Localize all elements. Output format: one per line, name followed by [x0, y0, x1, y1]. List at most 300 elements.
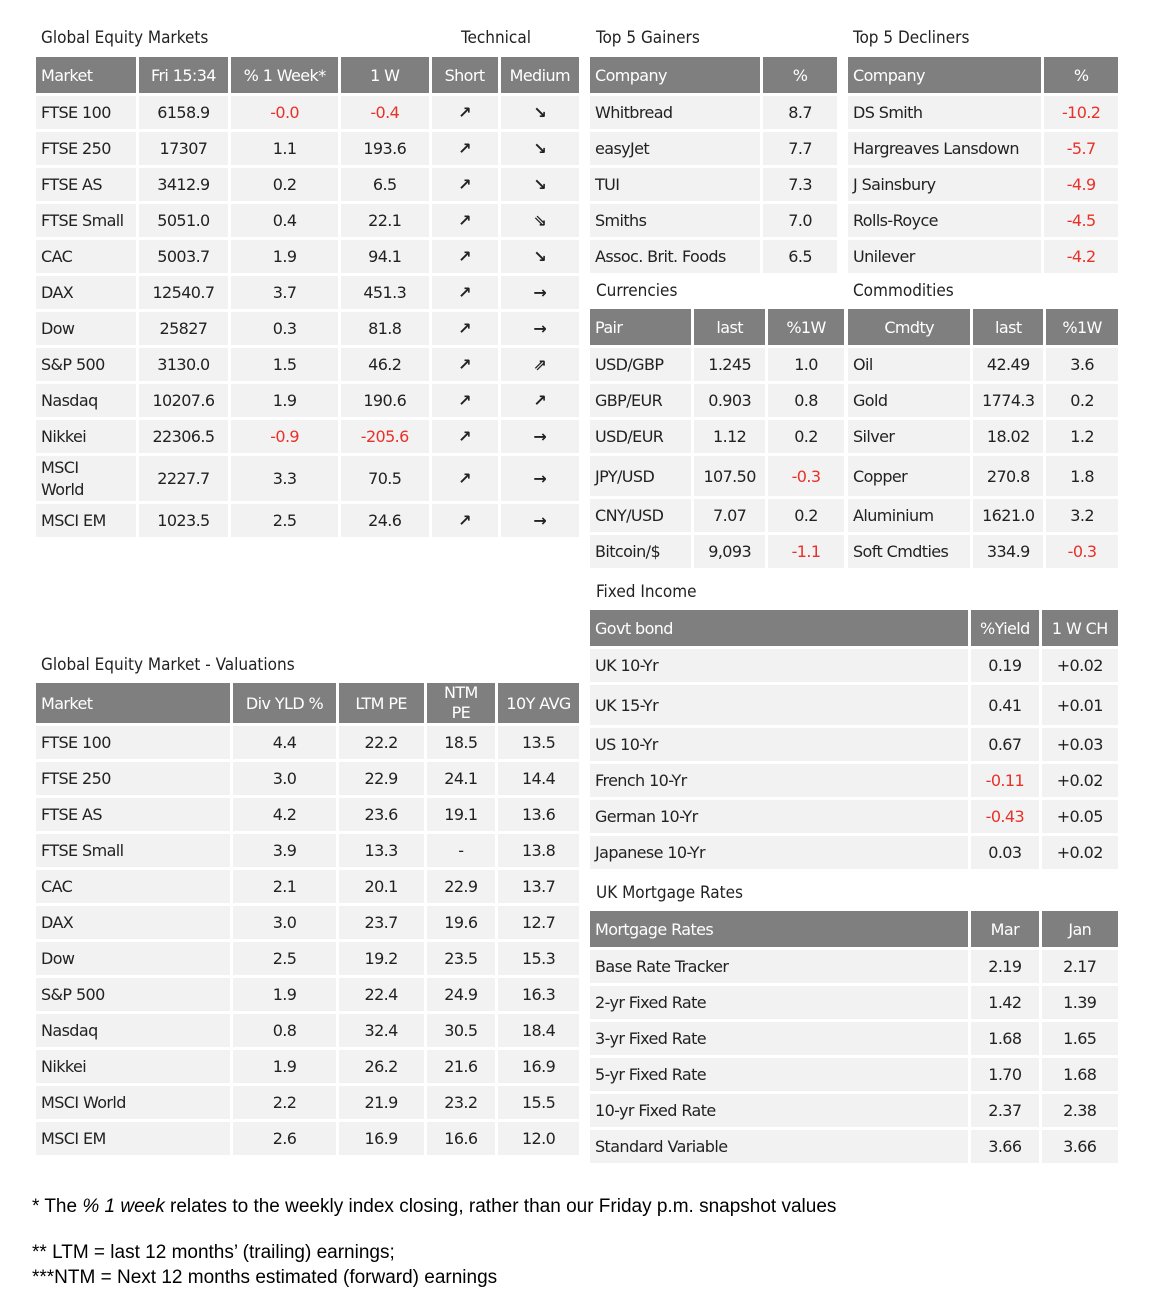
yield-value: -0.43: [971, 800, 1038, 836]
one-week-value: 81.8: [341, 312, 428, 348]
ten-year-avg: 16.9: [498, 1050, 579, 1086]
ltm-pe: 26.2: [339, 1050, 424, 1086]
div-yield: 2.6: [233, 1122, 335, 1158]
table-row: [590, 800, 1118, 836]
short-trend-icon: ↗: [432, 276, 498, 312]
market-name: CAC: [36, 240, 136, 276]
short-trend-icon: ↗: [432, 168, 498, 204]
mortgage-title: UK Mortgage Rates: [596, 883, 743, 903]
yield-value: 0.41: [971, 685, 1038, 728]
global-equity-title: Global Equity Markets: [41, 28, 209, 48]
market-value: 2227.7: [139, 456, 229, 504]
table-row: [590, 420, 844, 456]
col-header-company: Company: [848, 57, 1041, 96]
last-value: 107.50: [694, 456, 765, 499]
mortgage-product: 10-yr Fixed Rate: [590, 1094, 968, 1130]
pct-week-value: 1.5: [231, 348, 338, 384]
table-row: [590, 986, 1118, 1022]
mar-rate: 1.42: [971, 986, 1038, 1022]
commodity-name: Soft Cmdties: [848, 535, 970, 571]
table-row: [36, 906, 579, 942]
col-header-time: Fri 15:34: [139, 57, 229, 96]
weekly-change: +0.02: [1042, 764, 1118, 800]
col-header-short: Short: [432, 57, 498, 96]
jan-rate: 3.66: [1042, 1130, 1118, 1166]
last-value: 1774.3: [973, 384, 1043, 420]
market-name: S&P 500: [36, 348, 136, 384]
weekly-change: +0.01: [1042, 685, 1118, 728]
ntm-pe: 19.1: [427, 798, 496, 834]
market-name: Nasdaq: [36, 384, 136, 420]
div-yield: 1.9: [233, 1050, 335, 1086]
ntm-pe: 16.6: [427, 1122, 496, 1158]
mar-rate: 1.70: [971, 1058, 1038, 1094]
table-row: [848, 384, 1118, 420]
footnote-pct-week: [32, 1196, 836, 1218]
short-trend-icon: ↗: [432, 348, 498, 384]
short-trend-icon: ↗: [432, 312, 498, 348]
col-header-1w-ch: 1 W CH: [1042, 610, 1118, 649]
ten-year-avg: 18.4: [498, 1014, 579, 1050]
last-value: 334.9: [973, 535, 1043, 571]
market-name: S&P 500: [36, 978, 230, 1014]
table-row: [590, 1094, 1118, 1130]
col-header-1w: 1 W: [341, 57, 428, 96]
market-name: FTSE Small: [36, 834, 230, 870]
ntm-pe: 30.5: [427, 1014, 496, 1050]
weekly-change: +0.05: [1042, 800, 1118, 836]
col-header-pct: %: [1044, 57, 1118, 96]
currency-pair: CNY/USD: [590, 499, 691, 535]
company-name: J Sainsbury: [848, 168, 1041, 204]
pct-week-value: 1.1: [231, 132, 338, 168]
col-header-ntm-pe: NTM PE: [427, 683, 496, 726]
ten-year-avg: 14.4: [498, 762, 579, 798]
pct-week-value: -0.0: [231, 96, 338, 132]
table-row: [590, 764, 1118, 800]
jan-rate: 1.65: [1042, 1022, 1118, 1058]
last-value: 1621.0: [973, 499, 1043, 535]
div-yield: 4.2: [233, 798, 335, 834]
footnote-ntm: ***NTM = Next 12 months estimated (forward) earnings: [32, 1267, 498, 1288]
market-value: 3412.9: [139, 168, 229, 204]
ten-year-avg: 16.3: [498, 978, 579, 1014]
table-row: [590, 649, 1118, 685]
short-trend-icon: ↗: [432, 384, 498, 420]
last-value: 7.07: [694, 499, 765, 535]
table-row: [848, 348, 1118, 384]
jan-rate: 1.39: [1042, 986, 1118, 1022]
col-header-cmdty: Cmdty: [848, 309, 970, 348]
pct-1w-value: 1.8: [1046, 456, 1118, 499]
currency-pair: USD/GBP: [590, 348, 691, 384]
bond-name: UK 10-Yr: [590, 649, 968, 685]
table-row: [590, 1058, 1118, 1094]
mortgage-table: [587, 911, 1121, 1166]
market-value: 5003.7: [139, 240, 229, 276]
weekly-change: +0.02: [1042, 649, 1118, 685]
gainers-title: Top 5 Gainers: [596, 28, 700, 48]
table-row: [36, 96, 579, 132]
medium-trend-icon: ⇗: [501, 348, 579, 384]
pct-1w-value: -1.1: [768, 535, 844, 571]
market-name: CAC: [36, 870, 230, 906]
last-value: 9,093: [694, 535, 765, 571]
ntm-pe: 22.9: [427, 870, 496, 906]
mar-rate: 2.19: [971, 950, 1038, 986]
company-name: easyJet: [590, 132, 760, 168]
one-week-value: -205.6: [341, 420, 428, 456]
pct-1w-value: 1.0: [768, 348, 844, 384]
decliners-title: Top 5 Decliners: [853, 28, 970, 48]
table-row: [590, 499, 844, 535]
pct-week-value: 3.3: [231, 456, 338, 504]
market-value: 3130.0: [139, 348, 229, 384]
commodity-name: Oil: [848, 348, 970, 384]
ntm-pe: 23.2: [427, 1086, 496, 1122]
col-header-mortgage-rates: Mortgage Rates: [590, 911, 968, 950]
global-equity-table: [33, 57, 582, 540]
technical-title: Technical: [461, 28, 531, 48]
ntm-pe: 24.1: [427, 762, 496, 798]
table-row: [848, 168, 1118, 204]
weekly-change: +0.02: [1042, 836, 1118, 872]
jan-rate: 2.17: [1042, 950, 1118, 986]
one-week-value: 451.3: [341, 276, 428, 312]
short-trend-icon: ↗: [432, 420, 498, 456]
pct-1w-value: -0.3: [768, 456, 844, 499]
table-row: [36, 1122, 579, 1158]
pct-1w-value: 0.2: [1046, 384, 1118, 420]
currency-pair: USD/EUR: [590, 420, 691, 456]
pct-change: -4.2: [1044, 240, 1118, 276]
market-value: 12540.7: [139, 276, 229, 312]
div-yield: 0.8: [233, 1014, 335, 1050]
one-week-value: 94.1: [341, 240, 428, 276]
pct-change: 7.7: [763, 132, 837, 168]
ltm-pe: 19.2: [339, 942, 424, 978]
div-yield: 3.0: [233, 762, 335, 798]
market-value: 17307: [139, 132, 229, 168]
ntm-pe: 24.9: [427, 978, 496, 1014]
table-row: [848, 535, 1118, 571]
medium-trend-icon: →: [501, 276, 579, 312]
pct-1w-value: 3.6: [1046, 348, 1118, 384]
bond-name: US 10-Yr: [590, 728, 968, 764]
pct-change: 7.3: [763, 168, 837, 204]
table-row: [590, 456, 844, 499]
bond-name: UK 15-Yr: [590, 685, 968, 728]
col-header-medium: Medium: [501, 57, 579, 96]
market-name: FTSE 250: [36, 132, 136, 168]
ltm-pe: 22.9: [339, 762, 424, 798]
col-header-market: Market: [36, 57, 136, 96]
mortgage-product: Standard Variable: [590, 1130, 968, 1166]
table-row: [590, 950, 1118, 986]
one-week-value: 24.6: [341, 504, 428, 540]
table-row: [590, 348, 844, 384]
market-name: Nikkei: [36, 1050, 230, 1086]
ltm-pe: 13.3: [339, 834, 424, 870]
mar-rate: 2.37: [971, 1094, 1038, 1130]
medium-trend-icon: ↘: [501, 240, 579, 276]
last-value: 1.12: [694, 420, 765, 456]
col-header-mar: Mar: [971, 911, 1038, 950]
one-week-value: 193.6: [341, 132, 428, 168]
pct-change: -4.5: [1044, 204, 1118, 240]
market-name: FTSE AS: [36, 798, 230, 834]
pct-week-value: -0.9: [231, 420, 338, 456]
table-row: [36, 420, 579, 456]
footnote-ltm: ** LTM = last 12 months’ (trailing) earnings;: [32, 1242, 395, 1263]
table-row: [36, 240, 579, 276]
ltm-pe: 20.1: [339, 870, 424, 906]
table-row: [36, 1086, 579, 1122]
table-row: [848, 240, 1118, 276]
market-value: 5051.0: [139, 204, 229, 240]
table-row: [36, 726, 579, 762]
table-row: [36, 204, 579, 240]
short-trend-icon: ↗: [432, 240, 498, 276]
market-name: MSCI World: [36, 456, 136, 504]
market-name: FTSE AS: [36, 168, 136, 204]
ten-year-avg: 13.8: [498, 834, 579, 870]
col-header-jan: Jan: [1042, 911, 1118, 950]
table-row: [590, 132, 837, 168]
div-yield: 2.1: [233, 870, 335, 906]
table-row: [590, 836, 1118, 872]
table-row: [36, 276, 579, 312]
pct-1w-value: 0.2: [768, 420, 844, 456]
currencies-title: Currencies: [596, 281, 678, 301]
table-row: [36, 870, 579, 906]
company-name: Smiths: [590, 204, 760, 240]
one-week-value: -0.4: [341, 96, 428, 132]
pct-week-value: 3.7: [231, 276, 338, 312]
last-value: 42.49: [973, 348, 1043, 384]
valuations-table: [33, 683, 582, 1158]
table-row: [848, 204, 1118, 240]
ten-year-avg: 15.5: [498, 1086, 579, 1122]
table-row: [590, 1022, 1118, 1058]
company-name: Whitbread: [590, 96, 760, 132]
valuations-title: Global Equity Market - Valuations: [41, 655, 295, 675]
short-trend-icon: ↗: [432, 456, 498, 504]
medium-trend-icon: →: [501, 456, 579, 504]
commodity-name: Silver: [848, 420, 970, 456]
table-row: [36, 132, 579, 168]
company-name: Rolls-Royce: [848, 204, 1041, 240]
ntm-pe: 21.6: [427, 1050, 496, 1086]
fixed-income-title: Fixed Income: [596, 582, 697, 602]
yield-value: 0.19: [971, 649, 1038, 685]
ltm-pe: 16.9: [339, 1122, 424, 1158]
col-header-pair: Pair: [590, 309, 691, 348]
last-value: 0.903: [694, 384, 765, 420]
pct-change: -10.2: [1044, 96, 1118, 132]
pct-1w-value: 1.2: [1046, 420, 1118, 456]
div-yield: 3.0: [233, 906, 335, 942]
pct-change: 6.5: [763, 240, 837, 276]
table-row: [590, 535, 844, 571]
col-header-ltm-pe: LTM PE: [339, 683, 424, 726]
pct-change: 8.7: [763, 96, 837, 132]
medium-trend-icon: →: [501, 420, 579, 456]
pct-1w-value: 0.8: [768, 384, 844, 420]
table-row: [590, 728, 1118, 764]
ten-year-avg: 15.3: [498, 942, 579, 978]
ten-year-avg: 13.7: [498, 870, 579, 906]
market-name: MSCI EM: [36, 1122, 230, 1158]
market-name: MSCI World: [36, 1086, 230, 1122]
col-header-10y-avg: 10Y AVG: [498, 683, 579, 726]
ltm-pe: 23.6: [339, 798, 424, 834]
ntm-pe: -: [427, 834, 496, 870]
decliners-table: [845, 57, 1121, 276]
last-value: 18.02: [973, 420, 1043, 456]
pct-week-value: 0.2: [231, 168, 338, 204]
medium-trend-icon: →: [501, 504, 579, 540]
one-week-value: 70.5: [341, 456, 428, 504]
company-name: DS Smith: [848, 96, 1041, 132]
medium-trend-icon: ↗: [501, 384, 579, 420]
ntm-pe: 23.5: [427, 942, 496, 978]
col-header-pct-week: % 1 Week*: [231, 57, 338, 96]
market-name: DAX: [36, 906, 230, 942]
pct-change: -5.7: [1044, 132, 1118, 168]
footnote-prefix: * The: [32, 1196, 83, 1217]
short-trend-icon: ↗: [432, 504, 498, 540]
pct-week-value: 2.5: [231, 504, 338, 540]
market-value: 1023.5: [139, 504, 229, 540]
yield-value: -0.11: [971, 764, 1038, 800]
market-name: Dow: [36, 312, 136, 348]
fixed-income-table: [587, 610, 1121, 872]
col-header-yield: %Yield: [971, 610, 1038, 649]
yield-value: 0.67: [971, 728, 1038, 764]
mortgage-product: Base Rate Tracker: [590, 950, 968, 986]
one-week-value: 22.1: [341, 204, 428, 240]
div-yield: 2.2: [233, 1086, 335, 1122]
div-yield: 4.4: [233, 726, 335, 762]
one-week-value: 190.6: [341, 384, 428, 420]
market-name: FTSE Small: [36, 204, 136, 240]
col-header-market: Market: [36, 683, 230, 726]
ltm-pe: 23.7: [339, 906, 424, 942]
col-header-last: last: [694, 309, 765, 348]
table-row: [36, 504, 579, 540]
medium-trend-icon: ↘: [501, 96, 579, 132]
table-row: [36, 456, 579, 504]
ten-year-avg: 12.7: [498, 906, 579, 942]
footnote-emphasis: % 1 week: [82, 1196, 165, 1217]
table-row: [36, 348, 579, 384]
pct-change: 7.0: [763, 204, 837, 240]
table-row: [848, 456, 1118, 499]
table-row: [36, 834, 579, 870]
col-header-div-yld: Div YLD %: [233, 683, 335, 726]
table-row: [36, 1050, 579, 1086]
last-value: 270.8: [973, 456, 1043, 499]
company-name: Unilever: [848, 240, 1041, 276]
market-name: Dow: [36, 942, 230, 978]
commodities-title: Commodities: [853, 281, 954, 301]
pct-week-value: 1.9: [231, 240, 338, 276]
table-row: [36, 168, 579, 204]
market-name: FTSE 100: [36, 96, 136, 132]
medium-trend-icon: ⇘: [501, 204, 579, 240]
market-value: 22306.5: [139, 420, 229, 456]
ltm-pe: 21.9: [339, 1086, 424, 1122]
market-value: 6158.9: [139, 96, 229, 132]
col-header-pct: %: [763, 57, 837, 96]
table-row: [848, 499, 1118, 535]
table-row: [590, 685, 1118, 728]
ten-year-avg: 12.0: [498, 1122, 579, 1158]
weekly-change: +0.03: [1042, 728, 1118, 764]
table-row: [590, 168, 837, 204]
medium-trend-icon: ↘: [501, 168, 579, 204]
bond-name: French 10-Yr: [590, 764, 968, 800]
jan-rate: 1.68: [1042, 1058, 1118, 1094]
ltm-pe: 32.4: [339, 1014, 424, 1050]
table-row: [848, 420, 1118, 456]
market-name: MSCI EM: [36, 504, 136, 540]
ntm-pe: 18.5: [427, 726, 496, 762]
medium-trend-icon: ↘: [501, 132, 579, 168]
market-name: DAX: [36, 276, 136, 312]
one-week-value: 46.2: [341, 348, 428, 384]
table-row: [36, 798, 579, 834]
gainers-table: [587, 57, 840, 276]
footnote-suffix: relates to the weekly index closing, rather than our Friday p.m. snapshot values: [164, 1196, 837, 1217]
pct-1w-value: -0.3: [1046, 535, 1118, 571]
table-row: [590, 1130, 1118, 1166]
table-row: [36, 1014, 579, 1050]
market-name: Nasdaq: [36, 1014, 230, 1050]
market-name: FTSE 250: [36, 762, 230, 798]
div-yield: 1.9: [233, 978, 335, 1014]
div-yield: 3.9: [233, 834, 335, 870]
market-name: FTSE 100: [36, 726, 230, 762]
commodity-name: Copper: [848, 456, 970, 499]
table-row: [848, 132, 1118, 168]
mortgage-product: 2-yr Fixed Rate: [590, 986, 968, 1022]
table-row: [36, 978, 579, 1014]
currency-pair: JPY/USD: [590, 456, 691, 499]
medium-trend-icon: →: [501, 312, 579, 348]
last-value: 1.245: [694, 348, 765, 384]
market-value: 25827: [139, 312, 229, 348]
table-row: [36, 384, 579, 420]
pct-1w-value: 0.2: [768, 499, 844, 535]
col-header-pct-1w: %1W: [768, 309, 844, 348]
col-header-company: Company: [590, 57, 760, 96]
ten-year-avg: 13.5: [498, 726, 579, 762]
table-row: [36, 312, 579, 348]
ltm-pe: 22.4: [339, 978, 424, 1014]
market-value: 10207.6: [139, 384, 229, 420]
ntm-pe: 19.6: [427, 906, 496, 942]
div-yield: 2.5: [233, 942, 335, 978]
table-row: [848, 96, 1118, 132]
pct-1w-value: 3.2: [1046, 499, 1118, 535]
company-name: Assoc. Brit. Foods: [590, 240, 760, 276]
short-trend-icon: ↗: [432, 132, 498, 168]
ten-year-avg: 13.6: [498, 798, 579, 834]
pct-change: -4.9: [1044, 168, 1118, 204]
commodity-name: Aluminium: [848, 499, 970, 535]
